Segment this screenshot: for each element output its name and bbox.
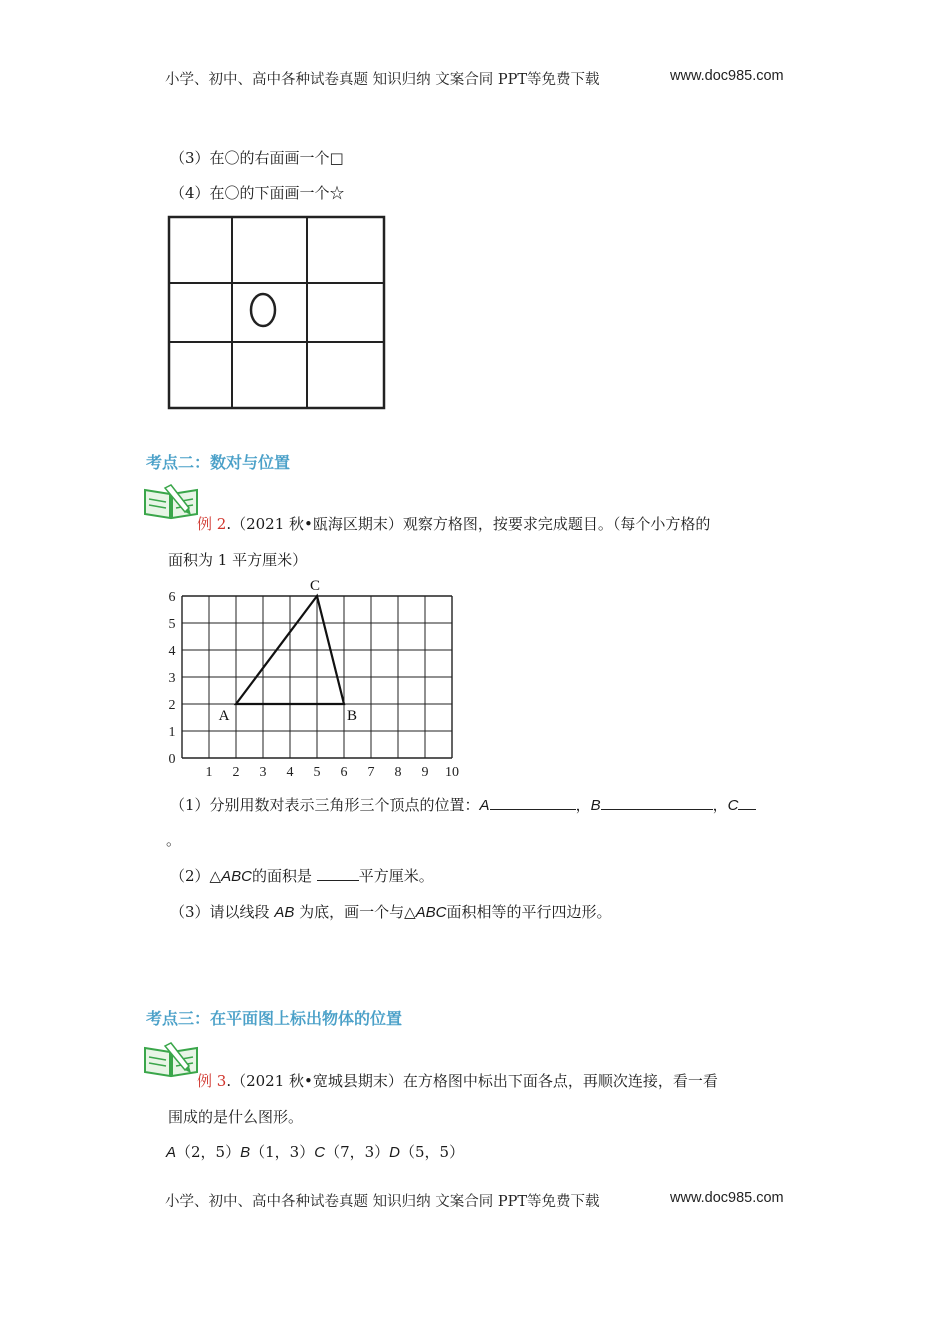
y-tick-label: 0 — [168, 752, 176, 767]
x-tick-label: 5 — [313, 765, 321, 780]
q1-comma-1: ， — [575, 796, 591, 814]
page-header — [165, 68, 784, 89]
example-3-points — [166, 1141, 464, 1162]
point-c-name: C — [314, 1144, 326, 1161]
grid-border — [169, 217, 384, 408]
question-3: （3）在〇的右面画一个□ — [170, 149, 344, 167]
example-2-label: 例 2 — [197, 515, 227, 533]
q1-comma-2: ， — [712, 796, 728, 814]
x-tick-label: 9 — [421, 765, 429, 780]
q2-suffix: 平方厘米。 — [358, 867, 434, 885]
q1-b-blank[interactable] — [601, 795, 713, 810]
example-3-label: 例 3 — [197, 1072, 227, 1090]
footer-site: www.doc985.com — [670, 1190, 784, 1206]
example-2-text-2: 面积为 1 平方厘米） — [168, 551, 308, 569]
q3-prefix: （3）请以线段 — [170, 903, 275, 921]
x-tick-label: 7 — [367, 765, 375, 780]
q1-prefix: （1）分别用数对表示三角形三个顶点的位置： — [170, 796, 480, 814]
example-2-q1 — [170, 794, 756, 815]
vertex-label-b: B — [346, 708, 358, 724]
book-pencil-icon — [143, 1042, 199, 1078]
header-site: www.doc985.com — [670, 68, 784, 84]
q1-c-blank[interactable] — [738, 795, 756, 810]
footer-text: 小学、初中、高中各种试卷真题 知识归纳 文案合同 PPT等免费下载 — [165, 1194, 600, 1210]
vertex-label-c: C — [309, 580, 321, 594]
book-pencil-icon — [143, 484, 199, 520]
x-tick-label: 4 — [286, 765, 294, 780]
point-a-name: A — [166, 1144, 177, 1161]
x-tick-label: 2 — [232, 765, 240, 780]
q1-a-label: A — [479, 797, 490, 814]
point-a-coord: （2，5） — [176, 1143, 241, 1161]
q2-prefix: （2）△ — [170, 867, 222, 885]
x-tick-label: 6 — [340, 765, 348, 780]
q1-end: 。 — [166, 831, 182, 849]
header-text: 小学、初中、高中各种试卷真题 知识归纳 文案合同 PPT等免费下载 — [165, 72, 600, 88]
point-d-name: D — [389, 1144, 400, 1161]
q2-mid: 的面积是 — [251, 867, 317, 885]
example-3-text-2: 围成的是什么图形。 — [168, 1108, 304, 1126]
y-tick-label: 1 — [168, 725, 176, 740]
circle-symbol — [251, 294, 275, 326]
x-tick-label: 10 — [445, 765, 459, 780]
q3-suffix: 面积相等的平行四边形。 — [446, 903, 612, 921]
y-tick-label: 6 — [168, 590, 176, 605]
q2-abc: ABC — [221, 868, 252, 885]
y-tick-label: 3 — [168, 671, 176, 686]
x-tick-label: 3 — [259, 765, 267, 780]
point-b-coord: （1，3） — [250, 1143, 315, 1161]
example-2-q2 — [170, 865, 434, 886]
point-c-coord: （7，3） — [325, 1143, 390, 1161]
x-tick-label: 1 — [205, 765, 213, 780]
y-tick-label: 4 — [168, 644, 176, 659]
position-grid — [166, 214, 388, 412]
vertex-label-a: A — [218, 708, 230, 724]
example-2-q3 — [170, 901, 612, 922]
point-b-name: B — [240, 1144, 251, 1161]
q1-c-label: C — [727, 797, 739, 814]
coordinate-grid-chart — [160, 580, 480, 780]
example-2-heading — [197, 513, 710, 534]
q3-ab: AB — [274, 904, 295, 921]
q2-area-blank[interactable] — [317, 866, 359, 881]
y-tick-label: 5 — [168, 617, 176, 632]
q3-abc: ABC — [415, 904, 447, 921]
example-3-heading — [197, 1070, 718, 1091]
section-2-title: 考点二：数对与位置 — [146, 453, 291, 472]
question-4: （4）在〇的下面画一个☆ — [170, 184, 345, 202]
q1-b-label: B — [590, 797, 601, 814]
x-tick-label: 8 — [394, 765, 402, 780]
q3-mid: 为底，画一个与△ — [294, 903, 416, 921]
page-footer — [165, 1190, 784, 1211]
y-tick-label: 2 — [168, 698, 176, 713]
section-3-title: 考点三：在平面图上标出物体的位置 — [146, 1009, 403, 1028]
q1-a-blank[interactable] — [490, 795, 576, 810]
example-3-text: .（2021 秋•宽城县期末）在方格图中标出下面各点，再顺次连接，看一看 — [226, 1072, 718, 1090]
point-d-coord: （5，5） — [400, 1143, 465, 1161]
example-2-text: .（2021 秋•瓯海区期末）观察方格图，按要求完成题目。（每个小方格的 — [226, 515, 711, 533]
